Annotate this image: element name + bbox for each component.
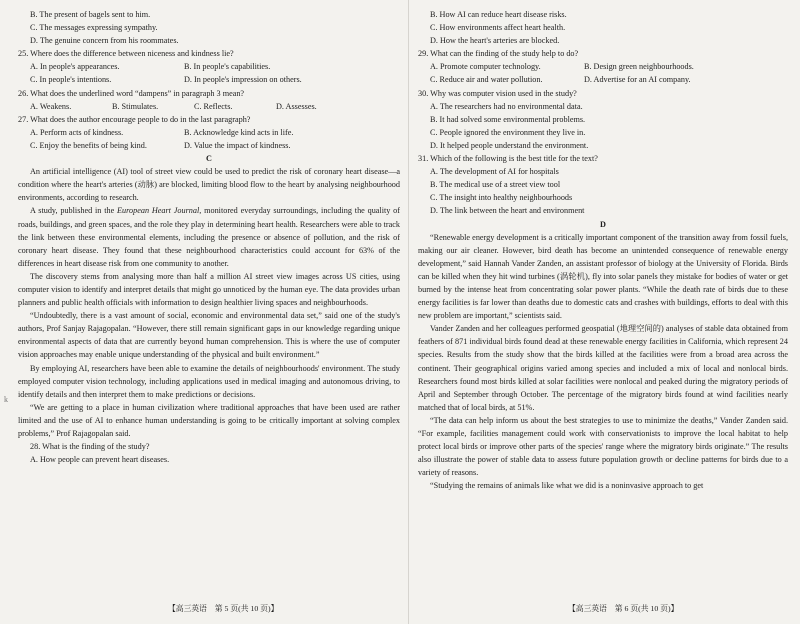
q30-option-a: A. The researchers had no environmental data. [430, 101, 583, 111]
q26-option-a: A. Weakens. [30, 101, 72, 111]
q26-option-d: D. Assesses. [276, 101, 317, 111]
margin-mark: k [4, 395, 8, 404]
q30-option-c: C. People ignored the environment they live in. [430, 127, 586, 137]
q31-option-d: D. The link between the heart and environment [430, 206, 585, 216]
q25-option-b: B. In people's capabilities. [184, 62, 271, 72]
right-page [418, 8, 788, 492]
q25-options-ab [18, 60, 400, 73]
passage-c-paragraph: An artificial intelligence (AI) tool of street view could be used to predict the risk of coronary heart disease—a condition where the heart's arteries (动脉) are blocked, limiting blood flow to the heart by analysing neighbourhood environments, according to research. [18, 167, 400, 203]
q31-stem: 31. Which of the following is the best title for the text? [418, 154, 598, 164]
q28-option-d: D. How the heart's arteries are blocked. [430, 36, 560, 46]
q29-stem: 29. What can the finding of the study help to do? [418, 49, 579, 59]
q28-option-c: C. How environments affect heart health. [430, 23, 566, 33]
q31-option-c: C. The insight into healthy neighbourhoods [430, 193, 573, 203]
q25-option-d: D. In people's impression on others. [184, 75, 302, 85]
passage-c-paragraph: A study, published in the European Heart Journal, monitored everyday surroundings, including the quality of roads, buildings, and green spaces, and the role they play in determining heart health. Researchers were able to track the link between these environmental elements, including the presence or absence of pollution, and the risk of coronary heart disease. They found that these neighbourhood characteristics could account for 63% of the differences in heart disease risk from one community to another. [18, 206, 400, 268]
q28-stem: 28. What is the finding of the study? [30, 442, 150, 452]
q25-option-a: A. In people's appearances. [30, 62, 120, 72]
passage-c-paragraph: By employing AI, researchers have been able to examine the details of neighbourhoods' environment. The study employed computer vision technology, including applications used in medical imaging and autonomous driving, to identify details and then interpret them to make predictions or decisions. [18, 363, 400, 399]
q27-option-c: C. Enjoy the benefits of being kind. [30, 140, 147, 150]
q29-option-b: B. Design green neighbourhoods. [584, 62, 694, 72]
q28-option-a: A. How people can prevent heart diseases. [30, 455, 170, 465]
journal-name: European Heart Journal [117, 206, 200, 216]
passage-c-paragraph: The discovery stems from analysing more than half a million AI street view images across US cities, using computer vision to identify and interpret details that might go unnoticed by the human eye. The data provides urban planners and public health officials with information to design healthier living spaces and neighbourhoods. [18, 271, 400, 308]
q31-option-a: A. The development of AI for hospitals [430, 167, 559, 177]
passage-c-paragraph: “We are getting to a place in human civilization where traditional approaches that have been used are rather limited and the use of AI to enhance human understanding is going to be critically important at solving complex problems,” Prof Rajagopalan said. [18, 402, 400, 438]
q26-stem: 26. What does the underlined word “dampens” in paragraph 3 mean? [18, 88, 245, 98]
q26-option-c: C. Reflects. [194, 101, 233, 111]
q25-stem: 25. Where does the difference between niceness and kindness lie? [18, 49, 234, 59]
passage-d-paragraph: “The data can help inform us about the best strategies to use to minimize the deaths,” Vander Zanden said. “For example, facilities management could work with conservationists to improve the local habitat to help protect local birds or improve other parts of the species' range where the migratory birds originate.” The results also illustrate the power of stable data to assess future population growth or decline patterns for birds due to a variety of reasons. [418, 415, 788, 478]
q29-options-cd [418, 73, 788, 86]
q25-options-cd [18, 73, 400, 86]
q29-options-ab [418, 60, 788, 73]
q24-option-c: C. The messages expressing sympathy. [30, 23, 158, 33]
passage-d-paragraph: Vander Zanden and her colleagues performed geospatial (地理空间的) analyses of stable data obtained from feathers of 871 individual birds found dead at these renewable energy facilities in California, which represent 24 species. Results from the study show that the birds killed at the facilities were from a broad area across the continent. Their geographical origins varied among species and included a mix of local and nonlocal birds. Researchers found most birds killed at solar facilities were nonlocal and peaked during the migratory periods of April and September through October. The percentage of the migratory birds found at wind facilities nearly matched that of local birds, at 51%. [418, 324, 788, 412]
section-c-heading: C [206, 154, 212, 164]
q27-option-a: A. Perform acts of kindness. [30, 127, 124, 137]
q30-option-d: D. It helped people understand the environment. [430, 140, 589, 150]
q27-options-ab [18, 126, 400, 139]
q29-option-a: A. Promote computer technology. [430, 62, 541, 72]
q27-stem: 27. What does the author encourage people to do in the last paragraph? [18, 114, 251, 124]
q29-option-c: C. Reduce air and water pollution. [430, 75, 543, 85]
left-page [18, 8, 400, 466]
q29-option-d: D. Advertise for an AI company. [584, 75, 691, 85]
q26-option-b: B. Stimulates. [112, 101, 159, 111]
q31-option-b: B. The medical use of a street view tool [430, 180, 561, 190]
q25-option-c: C. In people's intentions. [30, 75, 112, 85]
q24-option-d: D. The genuine concern from his roommates. [30, 36, 179, 46]
section-d-heading: D [600, 219, 606, 229]
q27-option-d: D. Value the impact of kindness. [184, 140, 291, 150]
page-footer-right: 【高三英语 第 6 页(共 10 页)】 [568, 604, 679, 613]
q27-option-b: B. Acknowledge kind acts in life. [184, 127, 294, 137]
q28-option-b: B. How AI can reduce heart disease risks. [430, 10, 567, 19]
q24-option-b: B. The present of bagels sent to him. [30, 10, 151, 19]
passage-d-paragraph: “Renewable energy development is a critically important component of the transition away from fossil fuels, making our air cleaner. However, bird death has become an unintended consequence of renewable energy development,” said Hannah Vander Zanden, an assistant professor of biology at the University of Florida. Birds can be killed when they hit wind turbines (涡轮机), fly into solar panels they mistake for bodies of water or get burned by the intense heat from concentrating solar power plants. “While the death rate of birds due to these energy facilities is far lower than deaths due to domestic cats and crashes with buildings, efforts to deal with this new problem are important,” scientists said. [418, 232, 788, 321]
page-divider [408, 0, 409, 624]
q30-stem: 30. Why was computer vision used in the study? [418, 88, 577, 98]
q27-options-cd [18, 139, 400, 152]
passage-d-paragraph: “Studying the remains of animals like what we did is a noninvasive approach to get [430, 481, 704, 491]
q26-options [18, 100, 400, 113]
page-footer-left: 【高三英语 第 5 页(共 10 页)】 [168, 604, 279, 613]
passage-c-paragraph: “Undoubtedly, there is a vast amount of social, economic and environmental data set,” said one of the study's authors, Prof Sanjay Rajagopalan. “However, there still remain significant gaps in our knowledge regarding unique environmental aspects of data that are currently beyond human comprehension. This is where the use of computer vision approaches may enable unique understanding of the physical and built environment.” [18, 311, 400, 360]
q30-option-b: B. It had solved some environmental problems. [430, 114, 586, 124]
